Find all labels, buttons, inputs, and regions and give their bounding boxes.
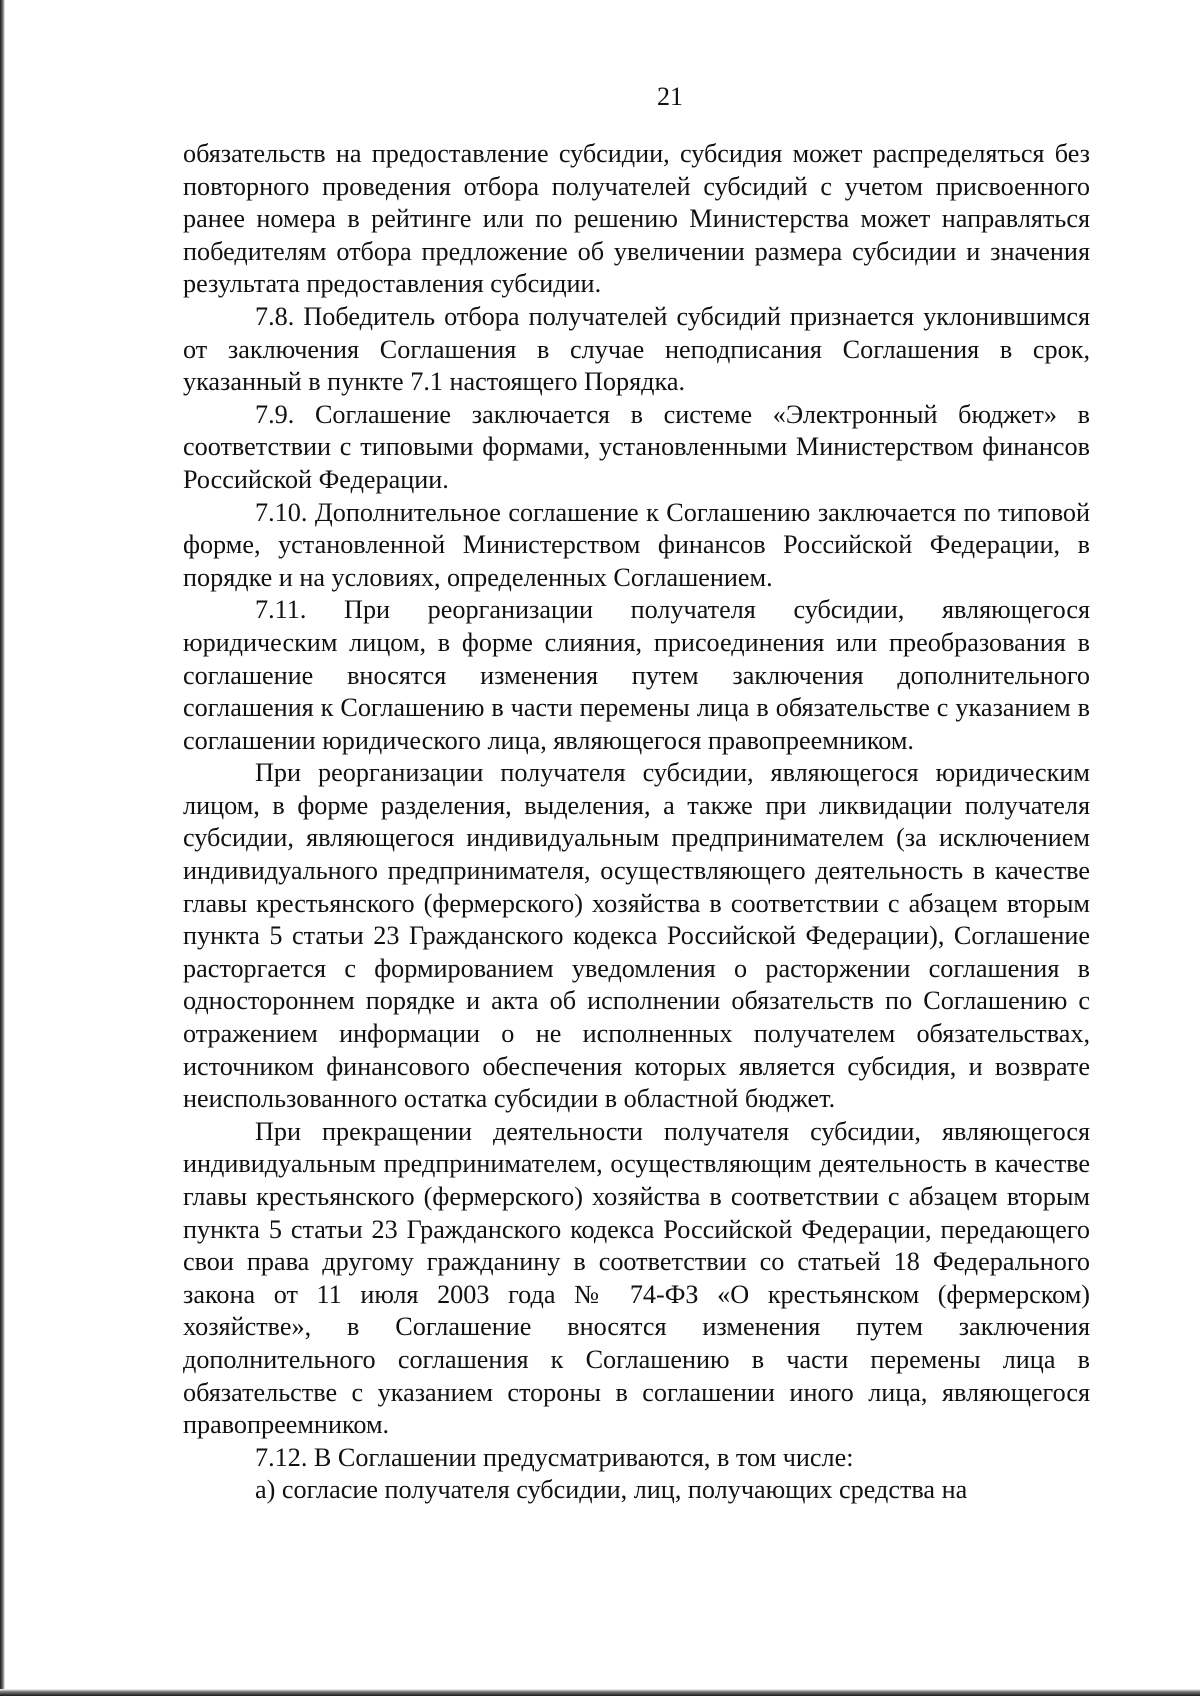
- paragraph-7-12-a: а) согласие получателя субсидии, лиц, получающих средства на: [255, 1475, 968, 1505]
- paragraph-7-12: 7.12. В Соглашении предусматриваются, в том числе:: [255, 1442, 854, 1472]
- scan-edge-left: [0, 0, 5, 1690]
- document-body: [183, 138, 1090, 1507]
- paragraph-7-8: 7.8. Победитель отбора получателей субсидий признается уклонившимся от заключения Соглашения в случае неподписания Соглашения в срок, указанный в пункте 7.1 настоящего Порядка.: [183, 301, 1090, 397]
- page-number: 21: [657, 82, 683, 111]
- scan-edge-bottom: [0, 1689, 1200, 1696]
- paragraph-7-11: 7.11. При реорганизации получателя субсидии, являющегося юридическим лицом, в форме слияния, присоединения или преобразования в соглашение вносятся изменения путем заключения дополнительного соглашения к Соглашению в части перемены лица в обязательстве с указанием в соглашении юридического лица, являющегося правопреемником.: [183, 595, 1090, 755]
- paragraph-reorganization: При реорганизации получателя субсидии, являющегося юридическим лицом, в форме разделения, выделения, а также при ликвидации получателя субсидии, являющегося индивидуальным предпринимателем (за исключением индивидуального предпринимателя, осуществляющего деятельность в качестве главы крестьянского (фермерского) хозяйства в соответствии с абзацем вторым пункта 5 статьи 23 Гражданского кодекса Российской Федерации), Соглашение расторгается с формированием уведомления о расторжении соглашения в одностороннем порядке и акта об исполнении обязательств по Соглашению с отражением информации о не исполненных получателем обязательствах, источником финансового обеспечения которых является субсидия, и возврате неиспользованного остатка субсидии в областной бюджет.: [183, 758, 1090, 1114]
- paragraph-7-9: 7.9. Соглашение заключается в системе «Электронный бюджет» в соответствии с типовыми формами, установленными Министерством финансов Российской Федерации.: [183, 399, 1090, 494]
- paragraph-termination: При прекращении деятельности получателя субсидии, являющегося индивидуальным предпринимателем, осуществляющим деятельность в качестве главы крестьянского (фермерского) хозяйства в соответствии с абзацем вторым пункта 5 статьи 23 Гражданского кодекса Российской Федерации, передающего свои права другому гражданину в соответствии со статьей 18 Федерального закона от 11 июля 2003 года № 74-ФЗ «О крестьянском (фермерском) хозяйстве», в Соглашение вносятся изменения путем заключения дополнительного соглашения к Соглашению в части перемены лица в обязательстве с указанием стороны в соглашении иного лица, являющегося правопреемником.: [183, 1116, 1090, 1440]
- paragraph-continuation: обязательств на предоставление субсидии, субсидия может распределяться без повторного проведения отбора получателей субсидий с учетом присвоенного ранее номера в рейтинге или по решению Министерства может направляться победителям отбора предложение об увеличении размера субсидии и значения результата предоставления субсидии.: [183, 139, 1090, 299]
- paragraph-7-10: 7.10. Дополнительное соглашение к Соглашению заключается по типовой форме, установленной Министерством финансов Российской Федерации, в порядке и на условиях, определенных Соглашением.: [183, 497, 1090, 592]
